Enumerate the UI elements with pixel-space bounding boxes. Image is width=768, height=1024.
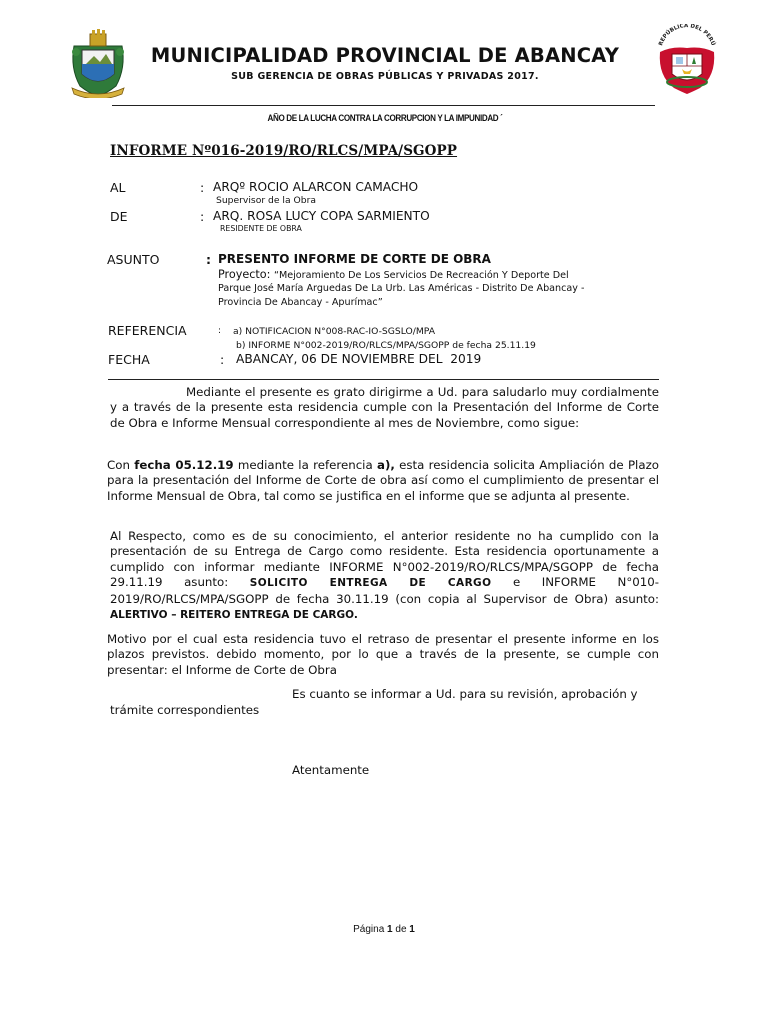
year-motto: AÑO DE LA LUCHA CONTRA LA CORRUPCION Y LA IMPUNIDAD ´ (267, 113, 503, 123)
asunto-title: PRESENTO INFORME DE CORTE DE OBRA (218, 252, 491, 266)
proyecto-line-2: Parque José María Arguedas De La Urb. Las Américas - Distrito De Abancay - (218, 283, 585, 294)
municipal-coat-of-arms-logo (68, 28, 128, 98)
header-divider (112, 105, 655, 106)
referencia-item-b: b) INFORME N°002-2019/RO/RLCS/MPA/SGOPP de fecha 25.11.19 (236, 340, 536, 351)
p3-asunto-bold: SOLICITO ENTREGA DE CARGO (249, 577, 492, 590)
peru-logo-text: REPÚBLICA DEL PERÚ (658, 24, 716, 47)
proyecto-label: Proyecto: (218, 268, 271, 281)
footer-of-word: de (395, 924, 407, 935)
p2-date-bold: fecha 05.12.19 (134, 458, 234, 472)
p3-text-a: Al Respecto, como es de su conocimiento, el anterior residente no ha cumplido con la presentación de su Entrega de Cargo como residente. Esta residencia oportunamente a cumplido con informar mediante INFORME N°002-2019/RO/RLCS/MPA/SGOPP de fecha 29.11.19 asunto: (110, 529, 659, 590)
body-paragraph-4: Motivo por el cual esta residencia tuvo el retraso de presentar el presente informe en los plazos previstos. debido momento, por lo que a través de la presente, se cumple con presentar: el Informe de Corte de Obra (107, 632, 659, 677)
peru-coat-of-arms-logo (652, 24, 722, 96)
body-paragraph-2 (107, 458, 659, 504)
footer-page-word: Página (353, 924, 385, 935)
p2-text-a: Con (107, 458, 135, 472)
referencia-separator: : (218, 326, 222, 336)
de-label: DE (110, 209, 128, 224)
al-recipient-role: Supervisor de la Obra (216, 195, 316, 206)
al-label: AL (110, 180, 126, 195)
proyecto-line-3: Provincia De Abancay - Apurímac” (218, 297, 383, 308)
fecha-value: ABANCAY, 06 DE NOVIEMBRE DEL 2019 (236, 352, 482, 366)
svg-text:REPÚBLICA DEL PERÚ (658, 24, 717, 47)
de-sender-name: ARQ. ROSA LUCY COPA SARMIENTO (213, 209, 430, 223)
fecha-label: FECHA (108, 352, 150, 367)
footer-page-total: 1 (409, 924, 415, 935)
footer-page-number: 1 (387, 924, 393, 935)
institution-title: MUNICIPALIDAD PROVINCIAL DE ABANCAY (150, 44, 620, 67)
al-separator: : (200, 180, 205, 195)
body-paragraph-3 (110, 529, 659, 623)
page-footer (0, 924, 768, 935)
p2-text-e: esta residencia solicita Ampliación de Plazo para la presentación del Informe de Corte de obra así como el cumplimiento de presentar el Informe Mensual de Obra, tal como se justifica en el informe que se adjunta al presente. (107, 458, 659, 503)
p3-text-c: e INFORME N°010-2019/RO/RLCS/MPA/SGOPP de fecha 30.11.19 (con copia al Supervisor de Obra) asunto: (110, 575, 659, 606)
institution-subtitle: SUB GERENCIA DE OBRAS PÚBLICAS Y PRIVADAS 2017. (231, 71, 539, 82)
header-body-divider (108, 379, 659, 380)
referencia-label: REFERENCIA (108, 323, 187, 338)
al-recipient-name: ARQº ROCIO ALARCON CAMACHO (213, 180, 419, 194)
de-sender-role: RESIDENTE DE OBRA (220, 224, 302, 233)
proyecto-line-1 (218, 268, 569, 281)
body-paragraph-1: Mediante el presente es grato dirigirme a Ud. para saludarlo muy cordialmente y a través de la presente esta residencia cumple con la Presentación del Informe de Corte de Obra e Informe Mensual correspondiente al mes de Noviembre, como sigue: (110, 385, 659, 430)
de-separator: : (200, 209, 205, 224)
asunto-label: ASUNTO (107, 252, 160, 267)
fecha-separator: : (220, 352, 225, 367)
informe-number: INFORME Nº016-2019/RO/RLCS/MPA/SGOPP (110, 143, 458, 159)
asunto-separator: : (206, 252, 211, 267)
p2-text-c: mediante la referencia (233, 458, 377, 472)
referencia-item-a: a) NOTIFICACION N°008-RAC-IO-SGSLO/MPA (233, 326, 436, 337)
closing-line-1: Es cuanto se informar a Ud. para su revisión, aprobación y (292, 687, 638, 701)
p3-alertivo-bold: ALERTIVO – REITERO ENTREGA DE CARGO. (110, 609, 358, 622)
closing-salutation: Atentamente (292, 763, 370, 777)
closing-line-2: trámite correspondientes (110, 703, 260, 717)
proyecto-text-1: “Mejoramiento De Los Servicios De Recreación Y Deporte Del (273, 270, 569, 281)
p2-ref-bold: a), (376, 458, 395, 472)
